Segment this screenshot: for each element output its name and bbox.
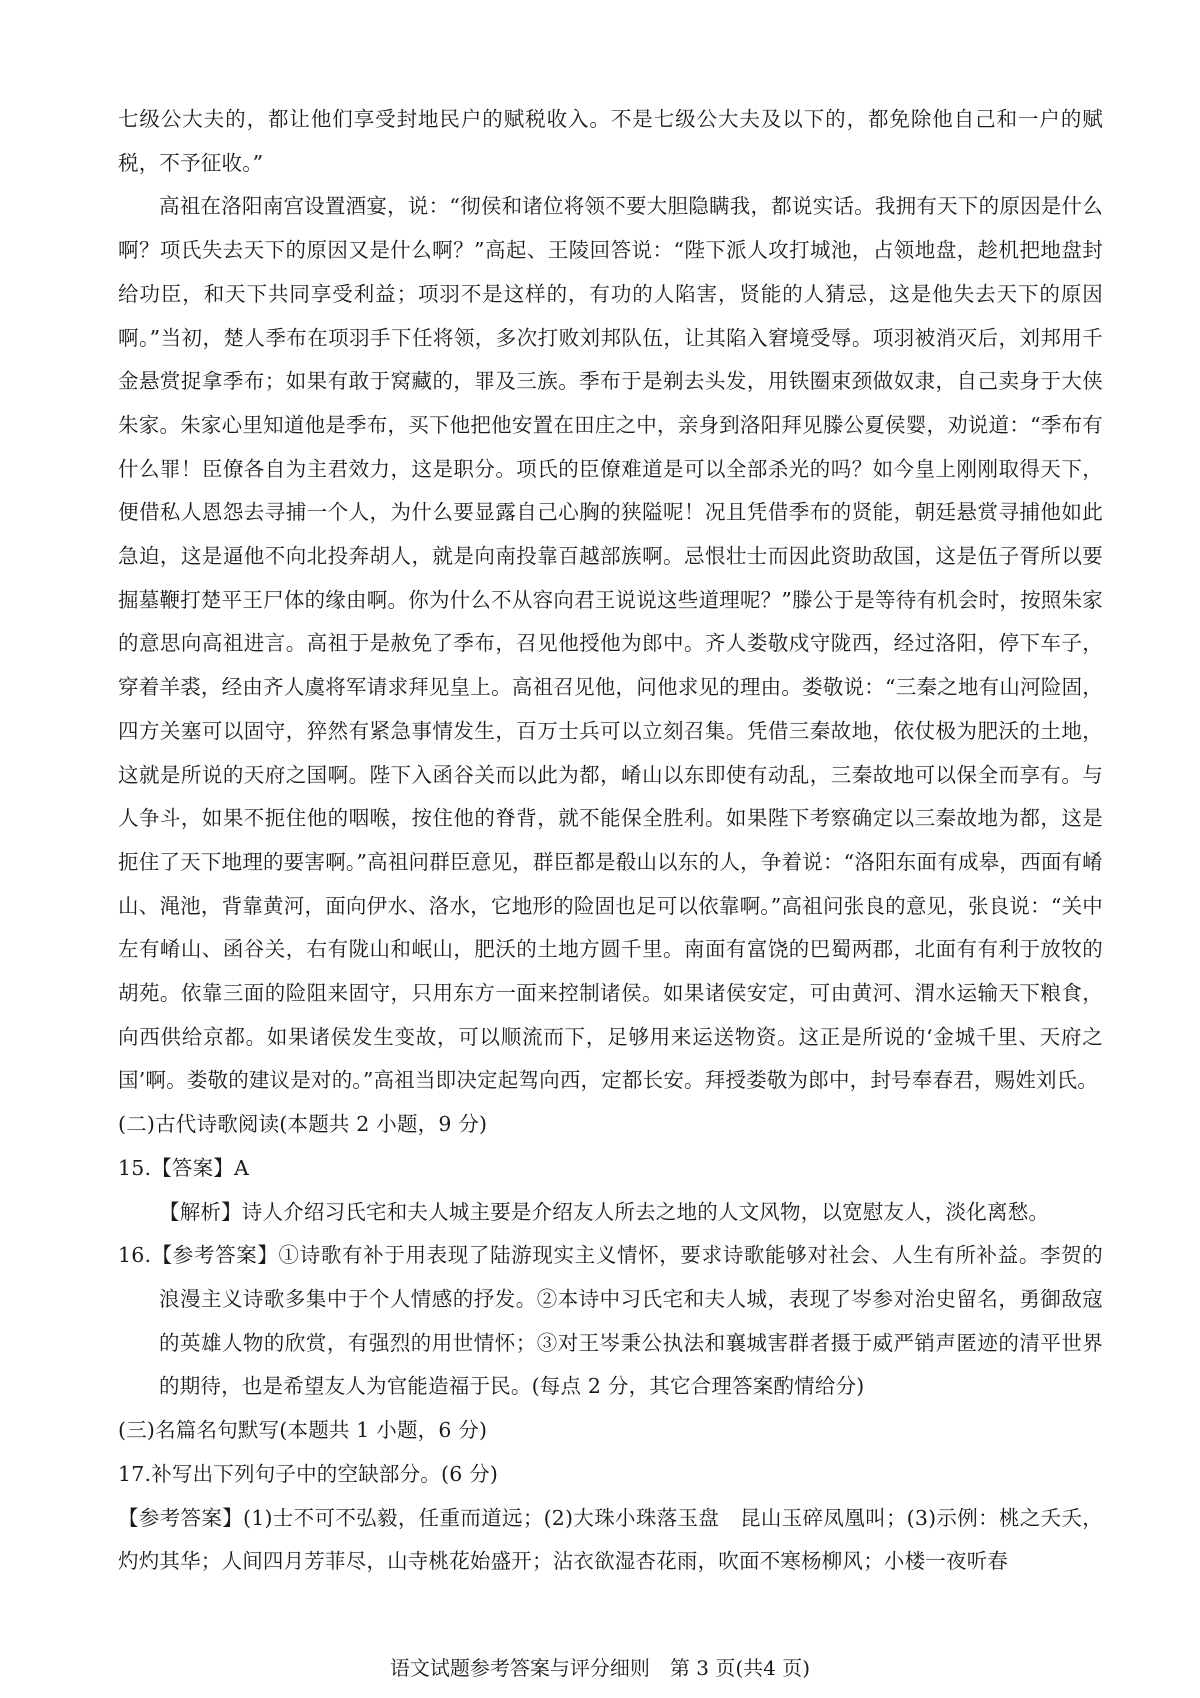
question-15-answer: 15.【答案】A [118,1155,250,1180]
page-footer: 语文试题参考答案与评分细则 第 3 页(共4 页) [389,1656,811,1680]
page-content [118,98,1103,1584]
question-17-answer: 【参考答案】(1)士不可不弘毅，任重而道远；(2)大珠小珠落玉盘 昆山玉碎凤凰叫；(3)示例：桃之夭夭，灼灼其华；人间四月芳菲尽，山寺桃花始盛开；沾衣欲湿杏花雨，吹面不寒杨柳风；小楼一夜听春 [118,1505,1103,1574]
section-heading-dictation: (三)名篇名句默写(本题共 1 小题，6 分) [118,1418,488,1443]
question-16-text: 【参考答案】①诗歌有补于用表现了陆游现实主义情怀，要求诗歌能够对社会、人生有所补益。李贺的浪漫主义诗歌多集中于个人情感的抒发。②本诗中习氏宅和夫人城，表现了岑参对治史留名，勇御敌寇的英雄人物的欣赏，有强烈的用世情怀；③对王岑秉公执法和襄城害群者摄于威严销声匿迹的清平世界的期待，也是希望友人为官能造福于民。(每点 2 分，其它合理答案酌情给分) [151,1243,1103,1399]
question-16-number: 16. [118,1243,152,1268]
question-16-answer [118,1234,1103,1409]
paragraph-translation: 高祖在洛阳南宫设置酒宴，说：“彻侯和诸位将领不要大胆隐瞒我，都说实话。我拥有天下的原因是什么啊？项氏失去天下的原因又是什么啊？”高起、王陵回答说：“陛下派人攻打城池，占领地盘，趁机把地盘封给功臣，和天下共同享受利益；项羽不是这样的，有功的人陷害，贤能的人猜忌，这是他失去天下的原因啊。”当初，楚人季布在项羽手下任将领，多次打败刘邦队伍，让其陷入窘境受辱。项羽被消灭后，刘邦用千金悬赏捉拿季布；如果有敢于窝藏的，罪及三族。季布于是剃去头发，用铁圈束颈做奴隶，自己卖身于大侠朱家。朱家心里知道他是季布，买下他把他安置在田庄之中，亲身到洛阳拜见滕公夏侯婴，劝说道：“季布有什么罪！臣僚各自为主君效力，这是职分。项氏的臣僚难道是可以全部杀光的吗？如今皇上刚刚取得天下，便借私人恩怨去寻捕一个人，为什么要显露自己心胸的狭隘呢！况且凭借季布的贤能，朝廷悬赏寻捕他如此急迫，这是逼他不向北投奔胡人，就是向南投靠百越部族啊。忌恨壮士而因此资助敌国，这是伍子胥所以要掘墓鞭打楚平王尸体的缘由啊。你为什么不从容向君王说说这些道理呢？”滕公于是等待有机会时，按照朱家的意思向高祖进言。高祖于是赦免了季布，召见他授他为郎中。齐人娄敬戍守陇西，经过洛阳，停下车子，穿着羊裘，经由齐人虞将军请求拜见皇上。高祖召见他，问他求见的理由。娄敬说：“三秦之地有山河险固，四方关塞可以固守，猝然有紧急事情发生，百万士兵可以立刻召集。凭借三秦故地，依仗极为肥沃的土地，这就是所说的天府之国啊。陛下入函谷关而以此为都，崤山以东即使有动乱，三秦故地可以保全而享有。与人争斗，如果不扼住他的咽喉，按住他的脊背，就不能保全胜利。如果陛下考察确定以三秦故地为都，这是扼住了天下地理的要害啊。”高祖问群臣意见，群臣都是殽山以东的人，争着说：“洛阳东面有成皋，西面有崤山、渑池，背靠黄河，面向伊水、洛水，它地形的险固也足可以依靠啊。”高祖问张良的意见，张良说：“关中左有崤山、函谷关，右有陇山和岷山，肥沃的土地方圆千里。南面有富饶的巴蜀两郡，北面有有利于放牧的胡苑。依靠三面的险阻来固守，只用东方一面来控制诸侯。如果诸侯安定，可由黄河、渭水运输天下粮食，向西供给京都。如果诸侯发生变故，可以顺流而下，足够用来运送物资。这正是所说的‘金城千里、天府之国’啊。娄敬的建议是对的。”高祖当即决定起驾向西，定都长安。拜授娄敬为郎中，封号奉春君，赐姓刘氏。 [118,194,1103,1093]
question-17-prompt: 17.补写出下列句子中的空缺部分。(6 分) [118,1461,499,1486]
paragraph-continued: 七级公大夫的，都让他们享受封地民户的赋税收入。不是七级公大夫及以下的，都免除他自己和一户的赋税，不予征收。” [118,107,1103,175]
question-15-analysis: 【解析】诗人介绍习氏宅和夫人城主要是介绍友人所去之地的人文风物，以宽慰友人，淡化离愁。 [159,1199,1050,1224]
section-heading-poetry: (二)古代诗歌阅读(本题共 2 小题，9 分) [118,1112,488,1137]
